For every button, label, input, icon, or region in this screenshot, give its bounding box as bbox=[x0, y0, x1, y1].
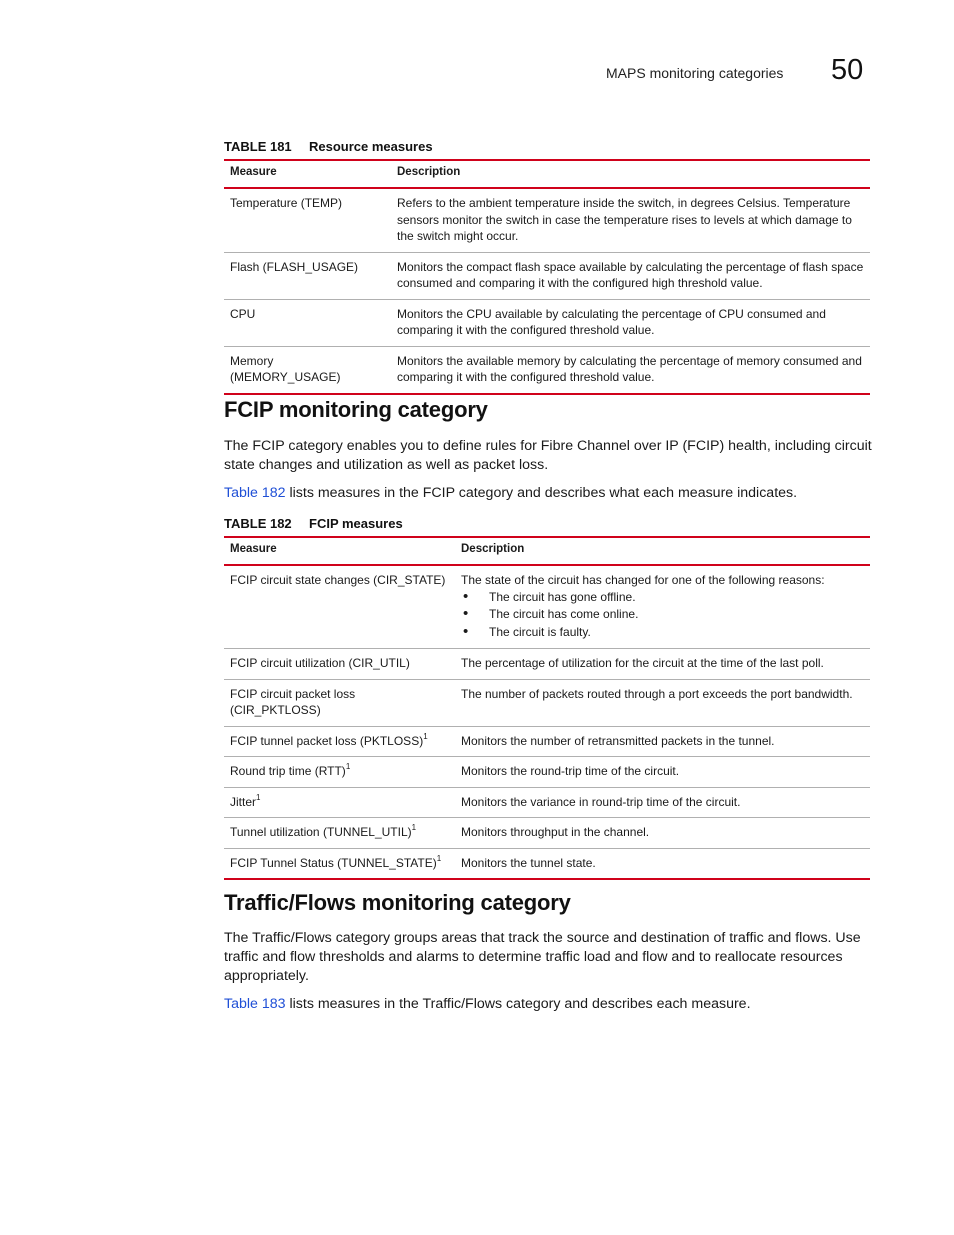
list-item: • The circuit is faulty. bbox=[461, 624, 864, 642]
table-label: TABLE 181 bbox=[224, 139, 292, 154]
description-cell: Monitors the number of retransmitted packets in the tunnel. bbox=[455, 726, 870, 757]
measure-cell bbox=[224, 726, 455, 757]
measure-text: FCIP Tunnel Status (TUNNEL_STATE) bbox=[230, 855, 437, 870]
table-row bbox=[224, 726, 870, 757]
description-cell: Monitors the compact flash space available by calculating the percentage of flash space consumed and comparing it with the configured high threshold value. bbox=[391, 252, 870, 299]
footnote-marker: 1 bbox=[436, 853, 442, 863]
description-cell bbox=[455, 565, 870, 649]
section-heading-traffic-flows: Traffic/Flows monitoring category bbox=[224, 890, 571, 915]
table-row bbox=[224, 818, 870, 849]
description-text: The state of the circuit has changed for one of the following reasons: bbox=[461, 573, 825, 587]
table-row bbox=[224, 252, 870, 299]
measure-text: Tunnel utilization (TUNNEL_UTIL) bbox=[230, 825, 412, 839]
table-title: FCIP measures bbox=[309, 516, 403, 531]
reason-list bbox=[461, 589, 864, 642]
measure-cell: Memory (MEMORY_USAGE) bbox=[224, 346, 391, 394]
table-182-link[interactable]: Table 182 bbox=[224, 485, 286, 501]
table-row bbox=[224, 188, 870, 252]
measure-text: Jitter bbox=[230, 794, 257, 809]
footnote-marker: 1 bbox=[256, 792, 261, 802]
table-row bbox=[224, 346, 870, 394]
traffic-intro-paragraph: The Traffic/Flows category groups areas that track the source and destination of traffic and flows. Use traffic and flow thresholds and alarms to determine traffic load and flow and to reallocate resources appropriately. bbox=[224, 930, 861, 984]
list-item: • The circuit has gone offline. bbox=[461, 589, 864, 607]
table-title: Resource measures bbox=[309, 139, 433, 154]
description-cell: Monitors the variance in round-trip time of the circuit. bbox=[455, 787, 870, 818]
footnote-marker: 1 bbox=[345, 762, 351, 771]
description-cell: The percentage of utilization for the circuit at the time of the last poll. bbox=[455, 649, 870, 680]
traffic-table-reference-paragraph bbox=[224, 995, 874, 1014]
list-item: • The circuit has come online. bbox=[461, 606, 864, 624]
measure-cell bbox=[224, 818, 455, 849]
table-182-caption bbox=[224, 516, 403, 531]
measure-cell bbox=[224, 787, 455, 818]
chapter-number: 50 bbox=[831, 54, 864, 86]
description-cell: Monitors the CPU available by calculating the percentage of CPU consumed and comparing it with the configured threshold value. bbox=[391, 299, 870, 346]
fcip-intro-paragraph: The FCIP category enables you to define rules for Fibre Channel over IP (FCIP) health, including circuit state changes and utilization as well as packet loss. bbox=[224, 438, 872, 473]
paragraph-text: lists measures in the FCIP category and describes what each measure indicates. bbox=[285, 485, 798, 501]
measure-cell: Temperature (TEMP) bbox=[224, 188, 391, 252]
table-header-row bbox=[224, 537, 870, 565]
table-row bbox=[224, 299, 870, 346]
description-cell: Monitors the available memory by calculating the percentage of memory consumed and comparing it with the configured threshold value. bbox=[391, 346, 870, 394]
table-header-row bbox=[224, 160, 870, 188]
section-heading-fcip: FCIP monitoring category bbox=[224, 397, 488, 422]
description-cell: Monitors throughput in the channel. bbox=[455, 818, 870, 849]
table-row bbox=[224, 848, 870, 879]
measure-cell bbox=[224, 757, 455, 788]
table-row bbox=[224, 787, 870, 818]
description-cell: Refers to the ambient temperature inside the switch, in degrees Celsius. Temperature sensors monitor the switch in case the temperature rises to levels at which damage to the switch might occur. bbox=[391, 188, 870, 252]
description-cell: The number of packets routed through a port exceeds the port bandwidth. bbox=[455, 679, 870, 726]
measure-cell: CPU bbox=[224, 299, 391, 346]
column-header-measure: Measure bbox=[224, 537, 455, 565]
fcip-measures-table bbox=[224, 536, 870, 880]
table-183-link[interactable]: Table 183 bbox=[224, 996, 286, 1012]
table-row bbox=[224, 649, 870, 680]
resource-measures-table bbox=[224, 159, 870, 395]
description-cell: Monitors the round-trip time of the circuit. bbox=[455, 757, 870, 788]
table-181-caption bbox=[224, 139, 433, 154]
table-row bbox=[224, 757, 870, 788]
column-header-measure: Measure bbox=[224, 160, 391, 188]
paragraph-text: lists measures in the Traffic/Flows category and describes each measure. bbox=[285, 996, 751, 1012]
measure-text: Round trip time (RTT) bbox=[230, 764, 346, 778]
running-header-title: MAPS monitoring categories bbox=[606, 65, 784, 81]
measure-cell: Flash (FLASH_USAGE) bbox=[224, 252, 391, 299]
table-label: TABLE 182 bbox=[224, 516, 292, 531]
table-row bbox=[224, 679, 870, 726]
description-cell: Monitors the tunnel state. bbox=[455, 848, 870, 879]
measure-cell: FCIP circuit state changes (CIR_STATE) bbox=[224, 565, 455, 649]
footnote-marker: 1 bbox=[423, 731, 428, 741]
measure-cell bbox=[224, 848, 455, 879]
measure-cell: FCIP circuit utilization (CIR_UTIL) bbox=[224, 649, 455, 680]
fcip-table-reference-paragraph bbox=[224, 484, 874, 503]
column-header-description: Description bbox=[391, 160, 870, 188]
footnote-marker: 1 bbox=[411, 823, 417, 832]
measure-cell: FCIP circuit packet loss (CIR_PKTLOSS) bbox=[224, 679, 455, 726]
table-row bbox=[224, 565, 870, 649]
column-header-description: Description bbox=[455, 537, 870, 565]
measure-text: FCIP tunnel packet loss (PKTLOSS) bbox=[230, 733, 424, 748]
